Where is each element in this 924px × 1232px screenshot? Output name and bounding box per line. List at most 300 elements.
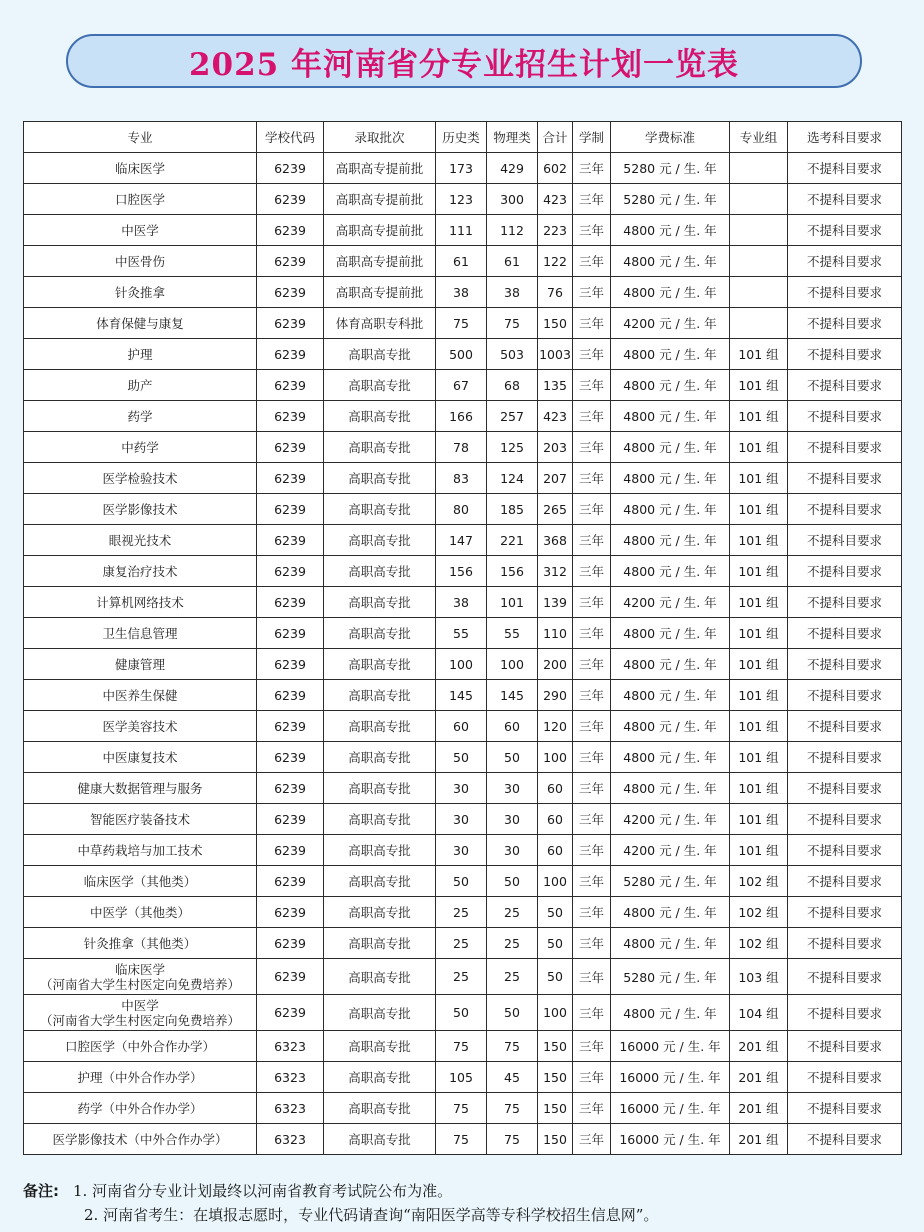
cell-physics-count: 25	[487, 897, 538, 928]
cell-admission-batch: 高职高专批	[324, 339, 436, 370]
cell-tuition: 5280 元 / 生. 年	[611, 184, 730, 215]
cell-history-count: 75	[436, 1031, 487, 1062]
cell-history-count: 145	[436, 680, 487, 711]
cell-admission-batch: 高职高专批	[324, 1124, 436, 1155]
cell-major-group	[730, 215, 788, 246]
cell-tuition: 5280 元 / 生. 年	[611, 153, 730, 184]
cell-major: 针灸推拿（其他类）	[24, 928, 257, 959]
cell-major-group: 201 组	[730, 1093, 788, 1124]
table-row	[24, 1093, 902, 1124]
cell-duration: 三年	[573, 680, 611, 711]
cell-major: 医学影像技术	[24, 494, 257, 525]
column-header-history-count: 历史类	[436, 122, 487, 153]
cell-subject-requirement: 不提科目要求	[788, 184, 902, 215]
cell-history-count: 173	[436, 153, 487, 184]
cell-major: 医学美容技术	[24, 711, 257, 742]
cell-major: 康复治疗技术	[24, 556, 257, 587]
cell-school-code: 6239	[257, 184, 324, 215]
cell-history-count: 156	[436, 556, 487, 587]
cell-physics-count: 221	[487, 525, 538, 556]
cell-subject-requirement: 不提科目要求	[788, 649, 902, 680]
table-row	[24, 995, 902, 1031]
cell-duration: 三年	[573, 959, 611, 995]
cell-total-count: 60	[538, 835, 573, 866]
table-row	[24, 1031, 902, 1062]
cell-history-count: 105	[436, 1062, 487, 1093]
cell-subject-requirement: 不提科目要求	[788, 897, 902, 928]
cell-physics-count: 30	[487, 804, 538, 835]
cell-tuition: 4800 元 / 生. 年	[611, 277, 730, 308]
cell-major: 智能医疗装备技术	[24, 804, 257, 835]
column-header-physics-count: 物理类	[487, 122, 538, 153]
cell-major-group: 101 组	[730, 401, 788, 432]
cell-history-count: 67	[436, 370, 487, 401]
cell-physics-count: 75	[487, 1031, 538, 1062]
cell-duration: 三年	[573, 153, 611, 184]
cell-subject-requirement: 不提科目要求	[788, 556, 902, 587]
cell-tuition: 4800 元 / 生. 年	[611, 928, 730, 959]
column-header-total-count: 合计	[538, 122, 573, 153]
cell-physics-count: 100	[487, 649, 538, 680]
cell-major: 医学检验技术	[24, 463, 257, 494]
table-row	[24, 246, 902, 277]
cell-physics-count: 112	[487, 215, 538, 246]
cell-duration: 三年	[573, 308, 611, 339]
cell-major-group	[730, 277, 788, 308]
table-row	[24, 308, 902, 339]
cell-admission-batch: 高职高专批	[324, 1031, 436, 1062]
cell-admission-batch: 高职高专批	[324, 587, 436, 618]
cell-physics-count: 156	[487, 556, 538, 587]
cell-tuition: 4800 元 / 生. 年	[611, 618, 730, 649]
cell-total-count: 1003	[538, 339, 573, 370]
cell-admission-batch: 高职高专批	[324, 370, 436, 401]
cell-total-count: 50	[538, 959, 573, 995]
table-row	[24, 370, 902, 401]
cell-physics-count: 185	[487, 494, 538, 525]
cell-school-code: 6239	[257, 680, 324, 711]
cell-major-group	[730, 308, 788, 339]
cell-history-count: 25	[436, 959, 487, 995]
table-row	[24, 804, 902, 835]
cell-history-count: 38	[436, 587, 487, 618]
cell-duration: 三年	[573, 649, 611, 680]
cell-duration: 三年	[573, 1031, 611, 1062]
cell-school-code: 6239	[257, 866, 324, 897]
cell-admission-batch: 高职高专批	[324, 1062, 436, 1093]
cell-major-group: 101 组	[730, 835, 788, 866]
cell-total-count: 265	[538, 494, 573, 525]
cell-major-group: 101 组	[730, 463, 788, 494]
cell-total-count: 602	[538, 153, 573, 184]
cell-school-code: 6239	[257, 928, 324, 959]
cell-duration: 三年	[573, 618, 611, 649]
cell-major-group: 101 组	[730, 494, 788, 525]
cell-subject-requirement: 不提科目要求	[788, 587, 902, 618]
cell-tuition: 16000 元 / 生. 年	[611, 1031, 730, 1062]
cell-major-group: 101 组	[730, 339, 788, 370]
cell-school-code: 6239	[257, 308, 324, 339]
cell-admission-batch: 高职高专批	[324, 835, 436, 866]
title-banner	[66, 34, 862, 88]
cell-major: 临床医学	[24, 153, 257, 184]
column-header-admission-batch: 录取批次	[324, 122, 436, 153]
cell-school-code: 6239	[257, 153, 324, 184]
cell-history-count: 80	[436, 494, 487, 525]
cell-major-group: 101 组	[730, 773, 788, 804]
cell-major: 临床医学（其他类）	[24, 866, 257, 897]
cell-major: 口腔医学（中外合作办学）	[24, 1031, 257, 1062]
cell-history-count: 111	[436, 215, 487, 246]
cell-duration: 三年	[573, 773, 611, 804]
cell-duration: 三年	[573, 587, 611, 618]
cell-admission-batch: 高职高专批	[324, 649, 436, 680]
cell-total-count: 110	[538, 618, 573, 649]
cell-admission-batch: 高职高专批	[324, 711, 436, 742]
cell-major-group: 201 组	[730, 1062, 788, 1093]
cell-subject-requirement: 不提科目要求	[788, 804, 902, 835]
cell-school-code: 6239	[257, 711, 324, 742]
cell-major-group	[730, 184, 788, 215]
table-row	[24, 153, 902, 184]
cell-history-count: 500	[436, 339, 487, 370]
table-row	[24, 649, 902, 680]
cell-total-count: 100	[538, 995, 573, 1031]
cell-duration: 三年	[573, 928, 611, 959]
cell-duration: 三年	[573, 742, 611, 773]
cell-school-code: 6239	[257, 995, 324, 1031]
cell-major-group: 101 组	[730, 804, 788, 835]
note-text-1: 1. 河南省分专业计划最终以河南省教育考试院公布为准。	[73, 1182, 453, 1200]
cell-school-code: 6323	[257, 1031, 324, 1062]
table-row	[24, 463, 902, 494]
cell-tuition: 4200 元 / 生. 年	[611, 835, 730, 866]
cell-tuition: 4800 元 / 生. 年	[611, 773, 730, 804]
cell-school-code: 6323	[257, 1124, 324, 1155]
table-row	[24, 432, 902, 463]
cell-total-count: 423	[538, 401, 573, 432]
cell-admission-batch: 高职高专批	[324, 897, 436, 928]
cell-subject-requirement: 不提科目要求	[788, 401, 902, 432]
cell-major-group: 102 组	[730, 928, 788, 959]
cell-physics-count: 55	[487, 618, 538, 649]
cell-major: 药学（中外合作办学）	[24, 1093, 257, 1124]
page-title: 2025 年河南省分专业招生计划一览表	[188, 46, 740, 83]
cell-subject-requirement: 不提科目要求	[788, 277, 902, 308]
table-row	[24, 897, 902, 928]
cell-physics-count: 30	[487, 835, 538, 866]
cell-major-group: 101 组	[730, 742, 788, 773]
cell-history-count: 30	[436, 773, 487, 804]
note-line-2	[84, 1204, 658, 1225]
cell-total-count: 200	[538, 649, 573, 680]
cell-major: 药学	[24, 401, 257, 432]
cell-subject-requirement: 不提科目要求	[788, 680, 902, 711]
cell-duration: 三年	[573, 556, 611, 587]
cell-physics-count: 50	[487, 995, 538, 1031]
cell-school-code: 6239	[257, 401, 324, 432]
cell-duration: 三年	[573, 804, 611, 835]
cell-tuition: 4800 元 / 生. 年	[611, 339, 730, 370]
cell-subject-requirement: 不提科目要求	[788, 153, 902, 184]
cell-tuition: 4800 元 / 生. 年	[611, 995, 730, 1031]
cell-admission-batch: 高职高专批	[324, 525, 436, 556]
cell-tuition: 4800 元 / 生. 年	[611, 742, 730, 773]
cell-physics-count: 101	[487, 587, 538, 618]
cell-school-code: 6239	[257, 556, 324, 587]
cell-major: 护理	[24, 339, 257, 370]
cell-school-code: 6239	[257, 649, 324, 680]
cell-physics-count: 38	[487, 277, 538, 308]
cell-major-group: 101 组	[730, 711, 788, 742]
cell-total-count: 203	[538, 432, 573, 463]
cell-subject-requirement: 不提科目要求	[788, 1093, 902, 1124]
table-row	[24, 711, 902, 742]
table-row	[24, 587, 902, 618]
cell-subject-requirement: 不提科目要求	[788, 525, 902, 556]
cell-admission-batch: 高职高专批	[324, 773, 436, 804]
cell-major: 中医骨伤	[24, 246, 257, 277]
cell-admission-batch: 高职高专批	[324, 995, 436, 1031]
cell-total-count: 100	[538, 866, 573, 897]
cell-physics-count: 50	[487, 742, 538, 773]
cell-subject-requirement: 不提科目要求	[788, 995, 902, 1031]
cell-history-count: 147	[436, 525, 487, 556]
cell-major: 眼视光技术	[24, 525, 257, 556]
cell-physics-count: 125	[487, 432, 538, 463]
cell-history-count: 123	[436, 184, 487, 215]
cell-duration: 三年	[573, 277, 611, 308]
cell-tuition: 4200 元 / 生. 年	[611, 587, 730, 618]
cell-major: 中草药栽培与加工技术	[24, 835, 257, 866]
cell-total-count: 223	[538, 215, 573, 246]
cell-major-group	[730, 246, 788, 277]
cell-school-code: 6239	[257, 215, 324, 246]
cell-physics-count: 75	[487, 1093, 538, 1124]
cell-total-count: 76	[538, 277, 573, 308]
cell-history-count: 55	[436, 618, 487, 649]
cell-duration: 三年	[573, 835, 611, 866]
cell-history-count: 30	[436, 835, 487, 866]
cell-major-group: 102 组	[730, 866, 788, 897]
cell-school-code: 6239	[257, 587, 324, 618]
table-row	[24, 742, 902, 773]
cell-major-group: 101 组	[730, 649, 788, 680]
cell-history-count: 25	[436, 897, 487, 928]
cell-subject-requirement: 不提科目要求	[788, 959, 902, 995]
cell-total-count: 60	[538, 773, 573, 804]
cell-admission-batch: 高职高专提前批	[324, 184, 436, 215]
cell-history-count: 78	[436, 432, 487, 463]
cell-total-count: 60	[538, 804, 573, 835]
cell-total-count: 122	[538, 246, 573, 277]
cell-major-group: 101 组	[730, 525, 788, 556]
cell-major-group: 101 组	[730, 680, 788, 711]
cell-total-count: 135	[538, 370, 573, 401]
cell-tuition: 4800 元 / 生. 年	[611, 680, 730, 711]
cell-tuition: 4200 元 / 生. 年	[611, 804, 730, 835]
cell-major: 中医康复技术	[24, 742, 257, 773]
table-row	[24, 494, 902, 525]
cell-tuition: 4800 元 / 生. 年	[611, 525, 730, 556]
cell-major-group: 101 组	[730, 587, 788, 618]
table-body	[24, 153, 902, 1155]
cell-tuition: 4800 元 / 生. 年	[611, 649, 730, 680]
cell-history-count: 50	[436, 742, 487, 773]
cell-physics-count: 45	[487, 1062, 538, 1093]
table-row	[24, 525, 902, 556]
cell-history-count: 60	[436, 711, 487, 742]
cell-history-count: 100	[436, 649, 487, 680]
cell-history-count: 50	[436, 866, 487, 897]
cell-major: 健康大数据管理与服务	[24, 773, 257, 804]
cell-subject-requirement: 不提科目要求	[788, 432, 902, 463]
cell-history-count: 75	[436, 1093, 487, 1124]
cell-admission-batch: 高职高专批	[324, 463, 436, 494]
table-row	[24, 835, 902, 866]
cell-admission-batch: 高职高专批	[324, 959, 436, 995]
cell-physics-count: 75	[487, 308, 538, 339]
cell-school-code: 6239	[257, 246, 324, 277]
cell-school-code: 6239	[257, 463, 324, 494]
cell-major: 中医学（其他类）	[24, 897, 257, 928]
cell-tuition: 4800 元 / 生. 年	[611, 556, 730, 587]
cell-physics-count: 50	[487, 866, 538, 897]
cell-major: 针灸推拿	[24, 277, 257, 308]
cell-subject-requirement: 不提科目要求	[788, 618, 902, 649]
cell-major: 卫生信息管理	[24, 618, 257, 649]
cell-physics-count: 145	[487, 680, 538, 711]
cell-admission-batch: 高职高专提前批	[324, 277, 436, 308]
cell-subject-requirement: 不提科目要求	[788, 773, 902, 804]
cell-total-count: 150	[538, 1031, 573, 1062]
cell-major-group: 101 组	[730, 556, 788, 587]
cell-major: 中药学	[24, 432, 257, 463]
table-row	[24, 401, 902, 432]
cell-subject-requirement: 不提科目要求	[788, 742, 902, 773]
table-row	[24, 928, 902, 959]
cell-duration: 三年	[573, 246, 611, 277]
cell-duration: 三年	[573, 995, 611, 1031]
cell-total-count: 150	[538, 1093, 573, 1124]
cell-total-count: 100	[538, 742, 573, 773]
cell-duration: 三年	[573, 370, 611, 401]
cell-major-group: 104 组	[730, 995, 788, 1031]
cell-major: 中医学 （河南省大学生村医定向免费培养）	[24, 995, 257, 1031]
table-row	[24, 866, 902, 897]
cell-physics-count: 30	[487, 773, 538, 804]
cell-subject-requirement: 不提科目要求	[788, 866, 902, 897]
table-row	[24, 618, 902, 649]
table-row	[24, 215, 902, 246]
cell-major: 中医学	[24, 215, 257, 246]
cell-major-group: 101 组	[730, 432, 788, 463]
cell-subject-requirement: 不提科目要求	[788, 339, 902, 370]
cell-subject-requirement: 不提科目要求	[788, 246, 902, 277]
table-row	[24, 184, 902, 215]
cell-major: 护理（中外合作办学）	[24, 1062, 257, 1093]
cell-admission-batch: 高职高专批	[324, 556, 436, 587]
cell-school-code: 6239	[257, 525, 324, 556]
cell-school-code: 6239	[257, 432, 324, 463]
cell-duration: 三年	[573, 866, 611, 897]
cell-tuition: 4800 元 / 生. 年	[611, 370, 730, 401]
cell-subject-requirement: 不提科目要求	[788, 463, 902, 494]
cell-tuition: 4800 元 / 生. 年	[611, 897, 730, 928]
table-row	[24, 680, 902, 711]
table-row	[24, 556, 902, 587]
cell-admission-batch: 高职高专批	[324, 866, 436, 897]
cell-physics-count: 68	[487, 370, 538, 401]
cell-tuition: 4800 元 / 生. 年	[611, 401, 730, 432]
cell-subject-requirement: 不提科目要求	[788, 215, 902, 246]
cell-admission-batch: 高职高专批	[324, 401, 436, 432]
cell-tuition: 4800 元 / 生. 年	[611, 246, 730, 277]
cell-major: 助产	[24, 370, 257, 401]
cell-major-group	[730, 153, 788, 184]
cell-duration: 三年	[573, 184, 611, 215]
table-row	[24, 773, 902, 804]
cell-physics-count: 124	[487, 463, 538, 494]
cell-school-code: 6239	[257, 277, 324, 308]
cell-major-group: 201 组	[730, 1124, 788, 1155]
enrollment-plan-table	[23, 121, 902, 1155]
cell-school-code: 6239	[257, 835, 324, 866]
cell-duration: 三年	[573, 463, 611, 494]
cell-school-code: 6323	[257, 1093, 324, 1124]
column-header-duration: 学制	[573, 122, 611, 153]
cell-tuition: 5280 元 / 生. 年	[611, 959, 730, 995]
table-row	[24, 1062, 902, 1093]
cell-duration: 三年	[573, 897, 611, 928]
cell-total-count: 368	[538, 525, 573, 556]
cell-admission-batch: 高职高专批	[324, 804, 436, 835]
cell-tuition: 4800 元 / 生. 年	[611, 215, 730, 246]
cell-school-code: 6239	[257, 742, 324, 773]
cell-major-group: 201 组	[730, 1031, 788, 1062]
cell-major-group: 101 组	[730, 618, 788, 649]
cell-tuition: 16000 元 / 生. 年	[611, 1124, 730, 1155]
cell-history-count: 83	[436, 463, 487, 494]
cell-school-code: 6239	[257, 897, 324, 928]
notes-label: 备注:	[23, 1182, 59, 1200]
cell-history-count: 25	[436, 928, 487, 959]
cell-major-group: 101 组	[730, 370, 788, 401]
cell-tuition: 4800 元 / 生. 年	[611, 463, 730, 494]
cell-duration: 三年	[573, 711, 611, 742]
note-line-1	[23, 1180, 452, 1201]
cell-admission-batch: 高职高专提前批	[324, 153, 436, 184]
cell-history-count: 75	[436, 1124, 487, 1155]
cell-major: 计算机网络技术	[24, 587, 257, 618]
cell-history-count: 38	[436, 277, 487, 308]
cell-physics-count: 25	[487, 928, 538, 959]
cell-school-code: 6239	[257, 494, 324, 525]
cell-physics-count: 503	[487, 339, 538, 370]
column-header-major: 专业	[24, 122, 257, 153]
cell-physics-count: 25	[487, 959, 538, 995]
cell-subject-requirement: 不提科目要求	[788, 370, 902, 401]
cell-total-count: 290	[538, 680, 573, 711]
cell-school-code: 6239	[257, 618, 324, 649]
cell-major: 医学影像技术（中外合作办学）	[24, 1124, 257, 1155]
cell-admission-batch: 高职高专批	[324, 928, 436, 959]
cell-subject-requirement: 不提科目要求	[788, 711, 902, 742]
cell-history-count: 166	[436, 401, 487, 432]
cell-subject-requirement: 不提科目要求	[788, 308, 902, 339]
column-header-major-group: 专业组	[730, 122, 788, 153]
cell-duration: 三年	[573, 1093, 611, 1124]
